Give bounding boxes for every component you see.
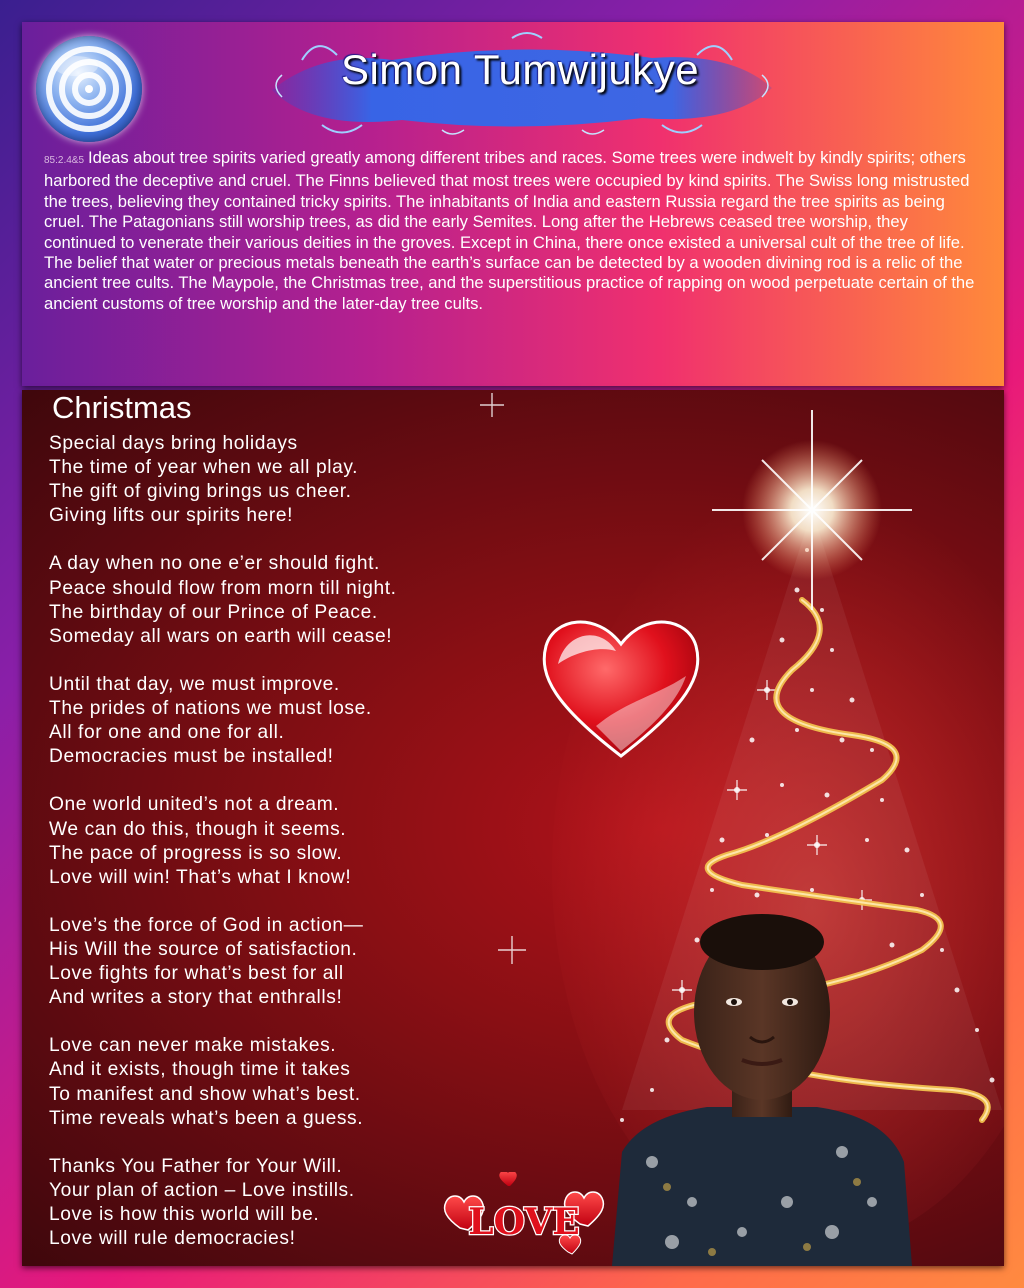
poem-line: Love fights for what’s best for all bbox=[49, 963, 344, 985]
poem-line: Peace should flow from morn till night. bbox=[49, 577, 397, 599]
poem-line: A day when no one e’er should fight. bbox=[49, 553, 380, 575]
love-sticker-text: LOVE bbox=[468, 1201, 580, 1243]
poem-line: Giving lifts our spirits here! bbox=[49, 505, 294, 527]
poem-line: And it exists, though time it takes bbox=[49, 1059, 351, 1081]
intro-text bbox=[44, 148, 984, 314]
poem-line: Love will win! That’s what I know! bbox=[49, 866, 352, 888]
poem-line: Thanks You Father for Your Will. bbox=[49, 1155, 343, 1177]
poem-line: Love’s the force of God in action— bbox=[49, 914, 364, 936]
poem-line: Until that day, we must improve. bbox=[49, 673, 340, 695]
concentric-circles-logo-icon bbox=[36, 36, 142, 142]
poem-line: The time of year when we all play. bbox=[49, 457, 359, 479]
poem-body bbox=[49, 432, 569, 1275]
paper-reference: 85:2.4&5 bbox=[44, 155, 85, 166]
poem-stanza-6 bbox=[49, 1034, 569, 1130]
poem-stanza-1 bbox=[49, 432, 569, 528]
poem-line: His Will the source of satisfaction. bbox=[49, 938, 358, 960]
poem-line: Love can never make mistakes. bbox=[49, 1035, 337, 1057]
poem-line: All for one and one for all. bbox=[49, 722, 285, 744]
poem-line: Someday all wars on earth will cease! bbox=[49, 625, 393, 647]
intro-paragraph-1-text: Ideas about tree spirits varied greatly among different tribes and races. Some trees were indwelt by kindly spirits; others harbored the deceptive and cruel. The Finns believed that most trees were occupied by kind spirits. The Swiss long mistrusted the trees, believing they contained tricky spirits. The inhabitants of India and eastern Russia regard the tree spirits as being cruel. The Patagonians still worship trees, as did the early Semites. Long after the Hebrews ceased tree worship, they continued to venerate their various deities in the groves. Except in China, there once existed a universal cult of the tree of life. bbox=[44, 148, 970, 252]
poem-title: Christmas bbox=[52, 390, 192, 425]
poem-stanza-4 bbox=[49, 793, 569, 889]
poem-line: The gift of giving brings us cheer. bbox=[49, 481, 352, 503]
poem-line: One world united’s not a dream. bbox=[49, 794, 340, 816]
poem-line: The prides of nations we must lose. bbox=[49, 698, 372, 720]
poem-line: Love will rule democracies! bbox=[49, 1228, 296, 1250]
intro-paragraph-2: The belief that water or precious metals beneath the earth’s surface can be detected by a wooden divining rod is a relic of the ancient tree cults. The Maypole, the Christmas tree, and the superstitious practice of rapping on wood perpetuate certain of the ancient customs of tree worship and the later-day tree cults. bbox=[44, 253, 975, 313]
poem-line: Love is how this world will be. bbox=[49, 1204, 320, 1225]
poem-line: Time reveals what’s been a guess. bbox=[49, 1107, 364, 1129]
poem-line: Democracies must be installed! bbox=[49, 746, 334, 768]
poem-line: The pace of progress is so slow. bbox=[49, 842, 343, 864]
love-sticker bbox=[438, 1172, 608, 1268]
intro-paragraph-1 bbox=[44, 148, 984, 253]
poem-stanza-3 bbox=[49, 673, 569, 769]
poem-stanza-5 bbox=[49, 914, 569, 1010]
poem-line: Your plan of action – Love instills. bbox=[49, 1179, 355, 1201]
poem-line: We can do this, though it seems. bbox=[49, 818, 347, 840]
poem-line: Special days bring holidays bbox=[49, 433, 298, 454]
poem-line: The birthday of our Prince of Peace. bbox=[49, 601, 378, 623]
poem-line: And writes a story that enthralls! bbox=[49, 987, 343, 1009]
author-name: Simon Tumwijukye bbox=[340, 46, 700, 93]
author-portrait bbox=[612, 902, 912, 1266]
poem-line: To manifest and show what’s best. bbox=[49, 1083, 361, 1105]
poem-stanza-2 bbox=[49, 552, 569, 648]
